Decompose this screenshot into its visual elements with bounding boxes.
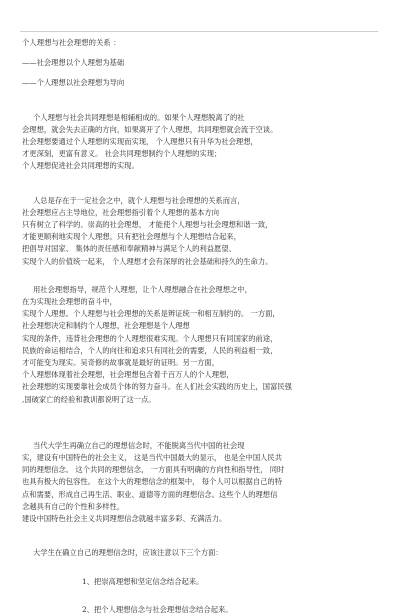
document-title: 个人理想与社会理想的关系 ： bbox=[22, 38, 121, 47]
list-item-2: 2、把个人理想信念与社会理想信念结合起来。 bbox=[82, 604, 233, 614]
paragraph-line: 社会理想决定和制约个人理想，社会理想是个人理想 bbox=[22, 321, 190, 331]
paragraph-line: 在为实现社会理想的奋斗中， bbox=[22, 297, 117, 307]
paragraph-line: 民族的命运相结合，个人的向往和追求只有同社会的需要，人民的利益相一致， bbox=[22, 345, 278, 355]
paragraph-line: 才能更顺利地实现个人理想。只有把社会理想与个人理想结合起来， bbox=[22, 232, 241, 242]
paragraph-line: 只有树立了科学的、崇高的社会理想， 才能使个人理想与社会理想和谐一致， bbox=[22, 220, 273, 230]
paragraph-line: 念越具有自己的个性和多样性， bbox=[22, 501, 125, 511]
outline-item-1: ——社会理想以个人理想为基础 bbox=[22, 58, 125, 68]
paragraph-line: 个人理想体现着社会理想，社会理想包含着千百万人的个人理想， bbox=[22, 370, 234, 380]
paragraph-line: 实现个人的价值统一起来， 个人理想才会有深厚的社会基础和持久的生命力。 bbox=[22, 256, 273, 266]
paragraph-3 bbox=[22, 284, 378, 406]
paragraph-line: 实现的条件，违背社会理想的个人理想很难实现。个人理想只有同国家的前途， bbox=[22, 333, 278, 343]
paragraph-line: 会理想，就会失去正确的方向，如果离开了个人理想，共同理想就会流于空谈。 bbox=[22, 124, 278, 134]
list-intro: 大学生在确立自己的理想信念时，应该注意以下三个方面： bbox=[33, 548, 223, 558]
paragraph-1 bbox=[22, 112, 378, 173]
paragraph-line: 实，建设有中国特色的社会主义， 这是当代中国最大的显示， 也是全中国人民共 bbox=[22, 453, 283, 463]
paragraph-line: 也具有极大的包容性。 在这个大的理想信念的框架中， 每个人可以根据自己的特 bbox=[22, 477, 283, 487]
paragraph-2 bbox=[22, 195, 378, 268]
paragraph-line: 才可能变为现实。吴奇修的故事就是最好的证明。另一方面， bbox=[22, 358, 220, 368]
paragraph-line: 个人理想与社会共同理想是相辅相成的。如果个人理想脱离了的社 bbox=[33, 112, 245, 122]
paragraph-line: 人总是存在于一定社会之中，就个人理想与社会理想的关系而言， bbox=[33, 195, 245, 205]
paragraph-line: 个人理想促进社会共同理想的实现。 bbox=[22, 161, 139, 171]
paragraph-4 bbox=[22, 440, 378, 525]
paragraph-line: 社会理想要通过个人理想的实现而实现， 个人理想只有升华为社会理想， bbox=[22, 137, 258, 147]
paragraph-line: 同的理想信念。 这个共同的理想信念， 一方面具有明确的方向性和指导性， 同时 bbox=[22, 465, 285, 475]
paragraph-line: 社会理想的实现要靠社会成员个体的努力奋斗。在人们社会实践的历史上，国富民强 bbox=[22, 382, 292, 392]
paragraph-line: ,国破家亡的经验和教训都说明了这一点。 bbox=[22, 394, 156, 404]
paragraph-line: 把倡导对国家、 集体的责任感和奉献精神与满足个人的利益愿望、 bbox=[22, 244, 236, 254]
paragraph-line: 社会理想应占主导地位，社会理想指引着个人理想的基本方向 bbox=[22, 207, 220, 217]
paragraph-line: 当代大学生再确立自己的理想信念时，不能脱离当代中国的社会现 bbox=[33, 440, 245, 450]
paragraph-line: 建设中国特色社会主义共同理想信念就越丰富多彩、充满活力。 bbox=[22, 514, 227, 524]
list-item-1: 1、把崇高理想和坚定信念结合起来。 bbox=[82, 576, 204, 586]
paragraph-line: 才更深刻，更富有意义。 社会共同理想制约个人理想的实现； bbox=[22, 149, 222, 159]
paragraph-line: 实现个人理想。个人理想与社会理想的关系是辨证统一和相互制约的。 一方面， bbox=[22, 309, 280, 319]
document-page bbox=[22, 37, 378, 616]
outline-item-2: ——个人理想以社会理想为导向 bbox=[22, 78, 125, 88]
top-divider bbox=[20, 31, 378, 32]
paragraph-line: 点和需要，形成自己再生活、职业、道德等方面的理想信念。这些个人的理想信 bbox=[22, 489, 278, 499]
paragraph-line: 用社会理想指导，规范个人理想，让个人理想融合在社会理想之中， bbox=[33, 284, 252, 294]
